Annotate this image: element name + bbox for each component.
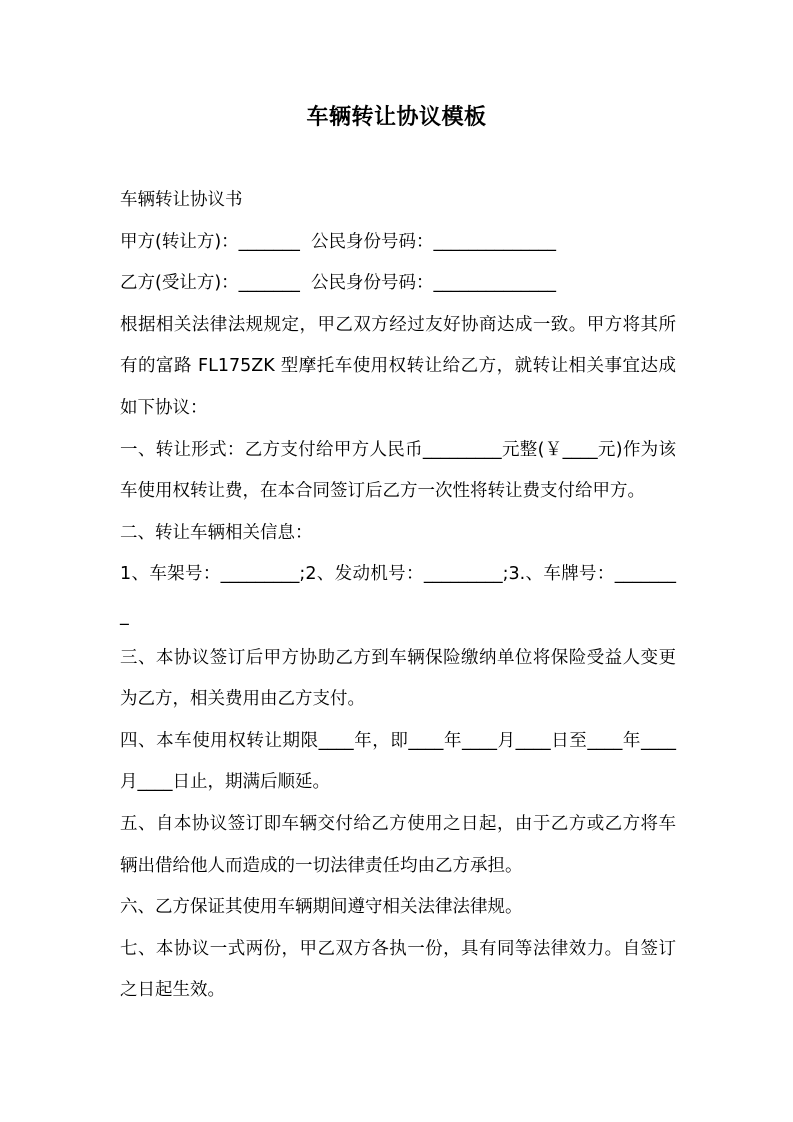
paragraph-clause-1: 一、转让形式：乙方支付给甲方人民币_________元整(￥____元)作为该车使用权转让费，在本合同签订后乙方一次性将转让费支付给甲方。 (120, 439, 676, 502)
paragraph-clause-7: 七、本协议一式两份，甲乙双方各执一份，具有同等法律效力。自签订之日起生效。 (120, 938, 676, 1001)
paragraph-preamble: 根据相关法律法规规定，甲乙双方经过友好协商达成一致。甲方将其所有的富路 FL175ZK 型摩托车使用权转让给乙方，就转让相关事宜达成如下协议： (120, 314, 676, 418)
paragraph-clause-2: 二、转让车辆相关信息： (120, 522, 313, 543)
paragraph-party-a: 甲方(转让方)：_______ 公民身份号码：______________ (120, 231, 557, 252)
paragraph-clause-3: 三、本协议签订后甲方协助乙方到车辆保险缴纳单位将保险受益人变更为乙方，相关费用由乙方支付。 (120, 647, 676, 710)
paragraph-vehicle-info: 1、车架号：_________;2、发动机号：_________;3.、车牌号：________ (120, 564, 676, 626)
paragraph-party-b: 乙方(受让方)：_______ 公民身份号码：______________ (120, 273, 557, 294)
paragraph-clause-4: 四、本车使用权转让期限____年，即____年____月____日至____年____月____日止，期满后顺延。 (120, 730, 676, 793)
document-body (120, 180, 676, 1012)
document-title: 车辆转让协议模板 (306, 105, 487, 130)
paragraph-clause-5: 五、自本协议签订即车辆交付给乙方使用之日起，由于乙方或乙方将车辆出借给他人而造成的一切法律责任均由乙方承担。 (120, 813, 676, 876)
paragraph-clause-6: 六、乙方保证其使用车辆期间遵守相关法律法律规。 (120, 897, 523, 918)
paragraph-heading: 车辆转让协议书 (120, 190, 243, 210)
